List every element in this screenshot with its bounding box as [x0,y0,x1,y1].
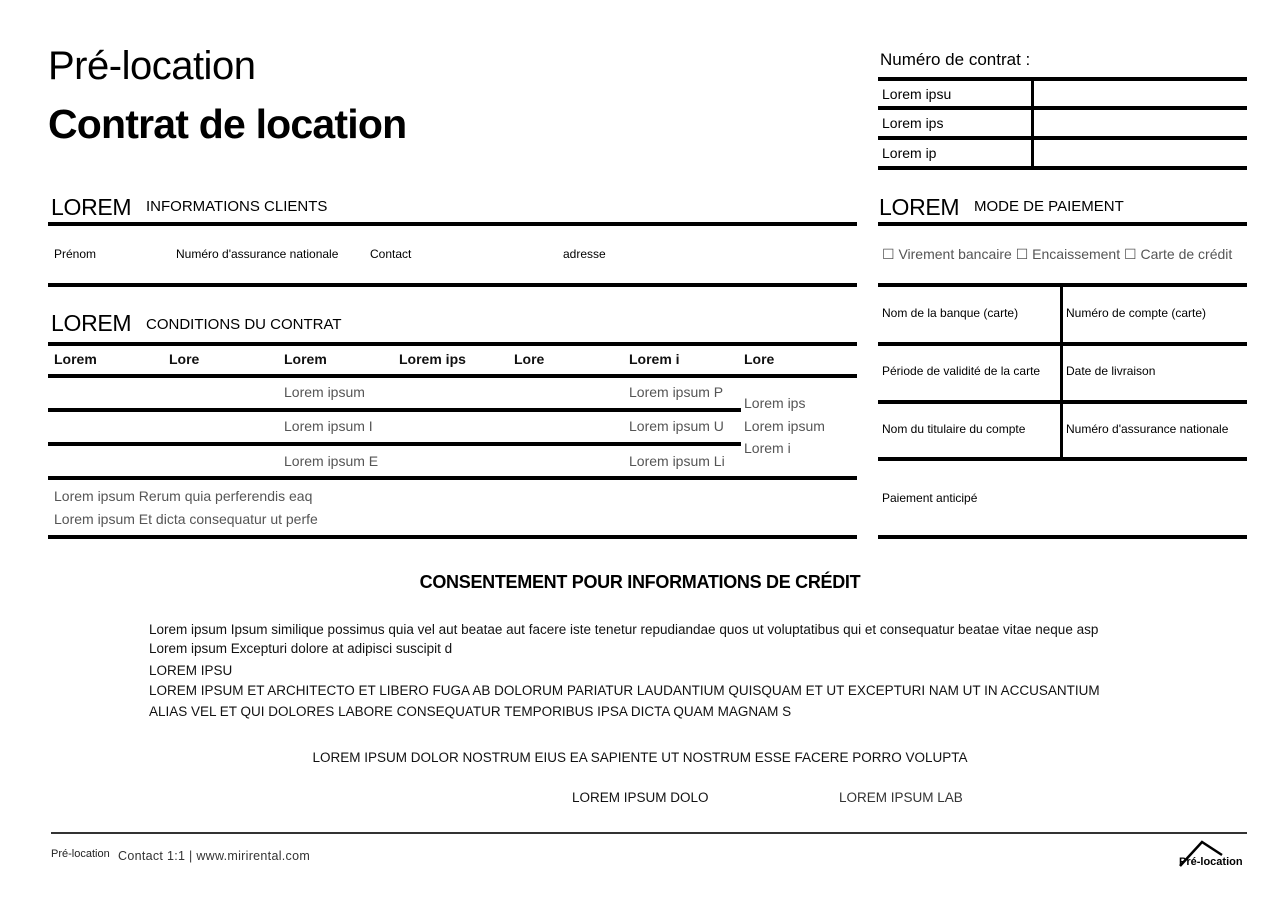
table-cell: Lorem ipsum Li [629,453,725,469]
consent-text-line: LOREM IPSU [149,663,233,678]
table-header: Lorem ips [399,351,466,367]
divider [878,342,1247,346]
column-divider [1060,285,1063,459]
table-header: Lore [514,351,545,367]
consent-statement: LOREM IPSUM DOLOR NOSTRUM EIUS EA SAPIENTE UT NOSTRUM ESSE FACERE PORRO VOLUPTA [312,750,968,765]
section-marker: LOREM [879,194,960,220]
table-header: Lore [169,351,200,367]
field-first-name[interactable]: Prénom [54,247,97,261]
divider [878,166,1247,170]
table-cell: Lorem ipsum U [629,418,724,434]
divider [48,283,857,287]
consent-text-line: ALIAS VEL ET QUI DOLORES LABORE CONSEQUATUR TEMPORIBUS IPSA DICTA QUAM MAGNAM S [149,704,792,719]
divider [48,222,857,226]
divider [48,342,857,346]
signature-label-left[interactable]: LOREM IPSUM DOLO [572,790,709,805]
contract-row-label: Lorem ips [882,115,944,131]
field-address[interactable]: adresse [563,247,606,261]
checkbox-icon[interactable]: ☐ [1015,246,1029,262]
consent-text-line: Lorem ipsum Excepturi dolore at adipisci suscipit d [149,641,453,656]
divider [48,535,857,539]
merged-cell-line: Lorem ipsum [744,418,825,434]
field-contact[interactable]: Contact [370,247,412,261]
table-header: Lorem [284,351,327,367]
consent-title: CONSENTEMENT POUR INFORMATIONS DE CRÉDIT [419,572,861,592]
table-cell: Lorem ipsum I [284,418,373,434]
document-title: Contrat de location [48,101,407,147]
contract-value-field-2[interactable] [1036,111,1244,135]
checkbox-icon[interactable]: ☐ [1124,246,1137,262]
checkbox-credit-card[interactable] [1124,246,1232,262]
footer-logo-text: Pré-location [1179,856,1243,868]
table-cell: Lorem ipsum P [629,384,724,400]
divider [878,457,1247,461]
footer-logo [1176,838,1248,872]
divider [878,222,1247,226]
section-marker: LOREM [51,194,132,220]
row-divider [48,442,741,446]
footer-brand: Pré-location [51,848,110,860]
footer-contact[interactable]: Contact 1:1 | www.mirirental.com [118,849,311,863]
option-label: Carte de crédit [1140,246,1233,262]
divider [878,535,1247,539]
row-divider [48,408,741,412]
document-subtitle: Pré-location [48,44,256,88]
contract-number-label: Numéro de contrat : [880,50,1031,69]
checkbox-bank-transfer[interactable] [882,246,1012,262]
divider [878,400,1247,404]
checkbox-icon[interactable]: ☐ [882,246,895,262]
section-title-client-info: INFORMATIONS CLIENTS [146,198,328,215]
option-label: Encaissement [1032,246,1121,262]
field-national-insurance-payment[interactable]: Numéro d'assurance nationale [1066,422,1229,436]
divider [48,476,857,480]
section-title-contract-terms: CONDITIONS DU CONTRAT [146,316,342,333]
footer-divider [51,832,1247,834]
terms-note: Lorem ipsum Rerum quia perferendis eaq [54,488,313,504]
field-account-number[interactable]: Numéro de compte (carte) [1066,306,1207,320]
table-cell: Lorem ipsum [284,384,365,400]
contract-value-field-1[interactable] [1036,82,1244,106]
field-card-validity[interactable]: Période de validité de la carte [882,364,1041,378]
field-national-insurance[interactable]: Numéro d'assurance nationale [176,247,339,261]
terms-note: Lorem ipsum Et dicta consequatur ut perfe [54,511,318,527]
field-advance-payment[interactable]: Paiement anticipé [882,491,978,505]
field-delivery-date[interactable]: Date de livraison [1066,364,1156,378]
field-bank-name[interactable]: Nom de la banque (carte) [882,306,1019,320]
consent-text-line: Lorem ipsum Ipsum similique possimus quia vel aut beatae aut facere iste tenetur repudiandae quos ut voluptatibus qui et consequatur beatae vitae neque asp [149,622,1099,637]
table-cell: Lorem ipsum E [284,453,379,469]
table-header: Lore [744,351,775,367]
section-marker: LOREM [51,310,132,336]
table-header: Lorem i [629,351,680,367]
column-divider [1031,80,1034,167]
option-label: Virement bancaire [898,246,1012,262]
merged-cell-line: Lorem i [744,440,791,456]
field-account-holder[interactable]: Nom du titulaire du compte [882,422,1026,436]
consent-text-line: LOREM IPSUM ET ARCHITECTO ET LIBERO FUGA AB DOLORUM PARIATUR LAUDANTIUM QUISQUAM ET UT EXCEPTURI NAM UT IN ACCUSANTIUM [149,683,1100,698]
payment-options [882,246,1232,263]
section-title-payment: MODE DE PAIEMENT [974,198,1124,215]
table-header: Lorem [54,351,97,367]
checkbox-cash[interactable] [1016,246,1120,262]
contract-value-field-3[interactable] [1036,141,1244,165]
merged-cell-line: Lorem ips [744,395,806,411]
divider [48,374,857,378]
signature-label-right[interactable]: LOREM IPSUM LAB [839,790,963,805]
contract-row-label: Lorem ipsu [882,86,952,102]
contract-row-label: Lorem ip [882,145,937,161]
